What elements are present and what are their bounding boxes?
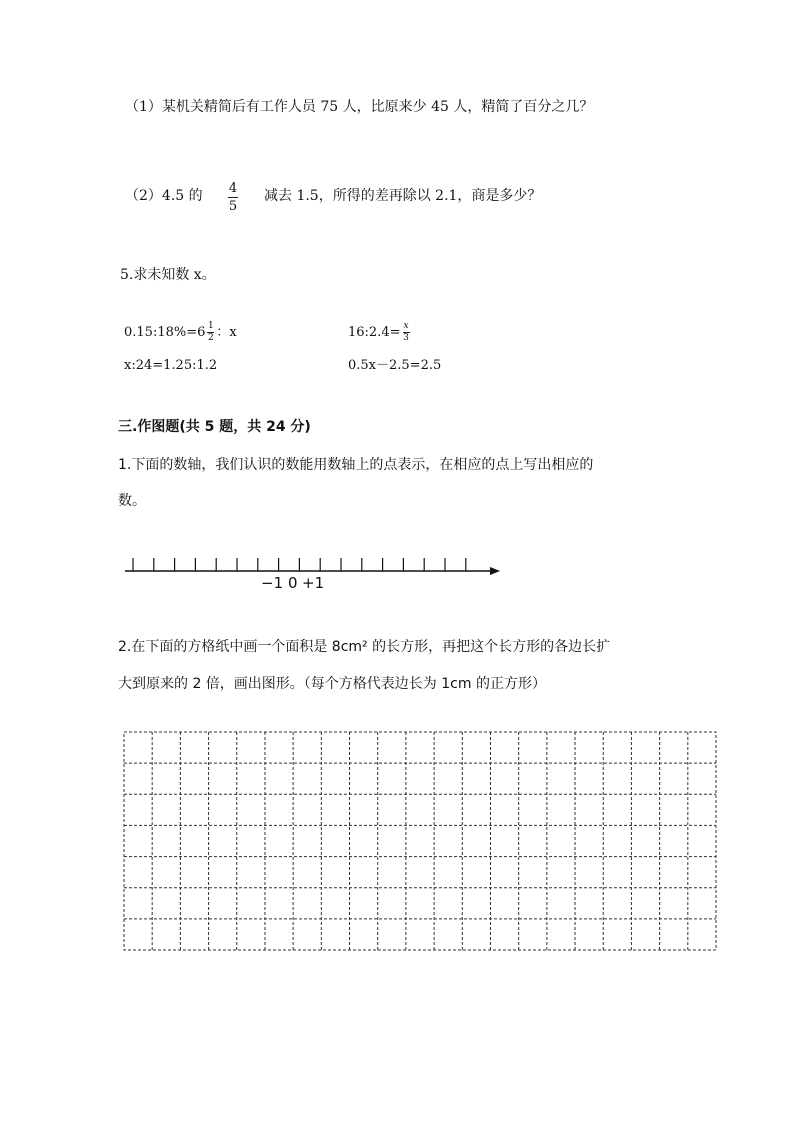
section-heading: 三.作图题(共 5 题，共 24 分) <box>118 419 311 435</box>
p1-line-2: 数。 <box>118 493 146 509</box>
number-line-label-neg1: −1 <box>261 574 284 592</box>
q5-equation-4: 0.5x－2.5=2.5 <box>348 358 442 373</box>
grid-paper <box>124 732 716 950</box>
number-line <box>125 558 500 575</box>
eq2-frac-den: 3 <box>403 333 409 343</box>
eq1-frac-den: 2 <box>208 333 214 343</box>
q2-number: （2） <box>125 188 162 204</box>
p2-line-2: 大到原来的 2 倍，画出图形。（每个方格代表边长为 1cm 的正方形） <box>118 676 546 692</box>
number-line-arrow-icon <box>490 567 500 575</box>
q2-fraction-numerator: 4 <box>228 181 238 196</box>
q5-equation-2 <box>348 322 412 343</box>
eq2-pre: 16:2.4= <box>348 325 401 340</box>
q2-pre-text: 4.5 的 <box>161 188 203 204</box>
p2-line-1: 2.在下面的方格纸中画一个面积是 8cm² 的长方形，再把这个长方形的各边长扩 <box>118 639 611 655</box>
fraction-bar <box>228 197 238 198</box>
number-line-label-0: 0 <box>288 574 298 592</box>
q2-fraction-denominator: 5 <box>228 199 238 214</box>
q2-post-text: 减去 1.5，所得的差再除以 2.1，商是多少？ <box>264 188 542 204</box>
grid-border <box>124 732 716 950</box>
q2-fraction <box>228 182 238 213</box>
q1-text: 某机关精简后有工作人员 75 人，比原来少 45 人，精简了百分之几？ <box>161 99 594 115</box>
eq2-fraction <box>403 322 410 343</box>
q1-line <box>125 98 593 116</box>
q5-equation-1 <box>124 322 237 343</box>
p1-line-1: 1.下面的数轴，我们认识的数能用数轴上的点表示，在相应的点上写出相应的 <box>118 457 594 473</box>
eq2-frac-num: x <box>403 321 409 331</box>
eq1-post: ：x <box>216 325 237 340</box>
number-line-label-pos1: +1 <box>302 574 325 592</box>
eq1-fraction <box>207 322 214 343</box>
q5-equation-3: x:24=1.25:1.2 <box>124 358 218 373</box>
q1-number: （1） <box>125 99 162 115</box>
q2-prefix <box>125 187 203 205</box>
eq1-pre: 0.15:18%=6 <box>124 325 206 340</box>
q5-title: 5.求未知数 x。 <box>120 267 216 283</box>
eq1-frac-num: 1 <box>208 321 214 331</box>
